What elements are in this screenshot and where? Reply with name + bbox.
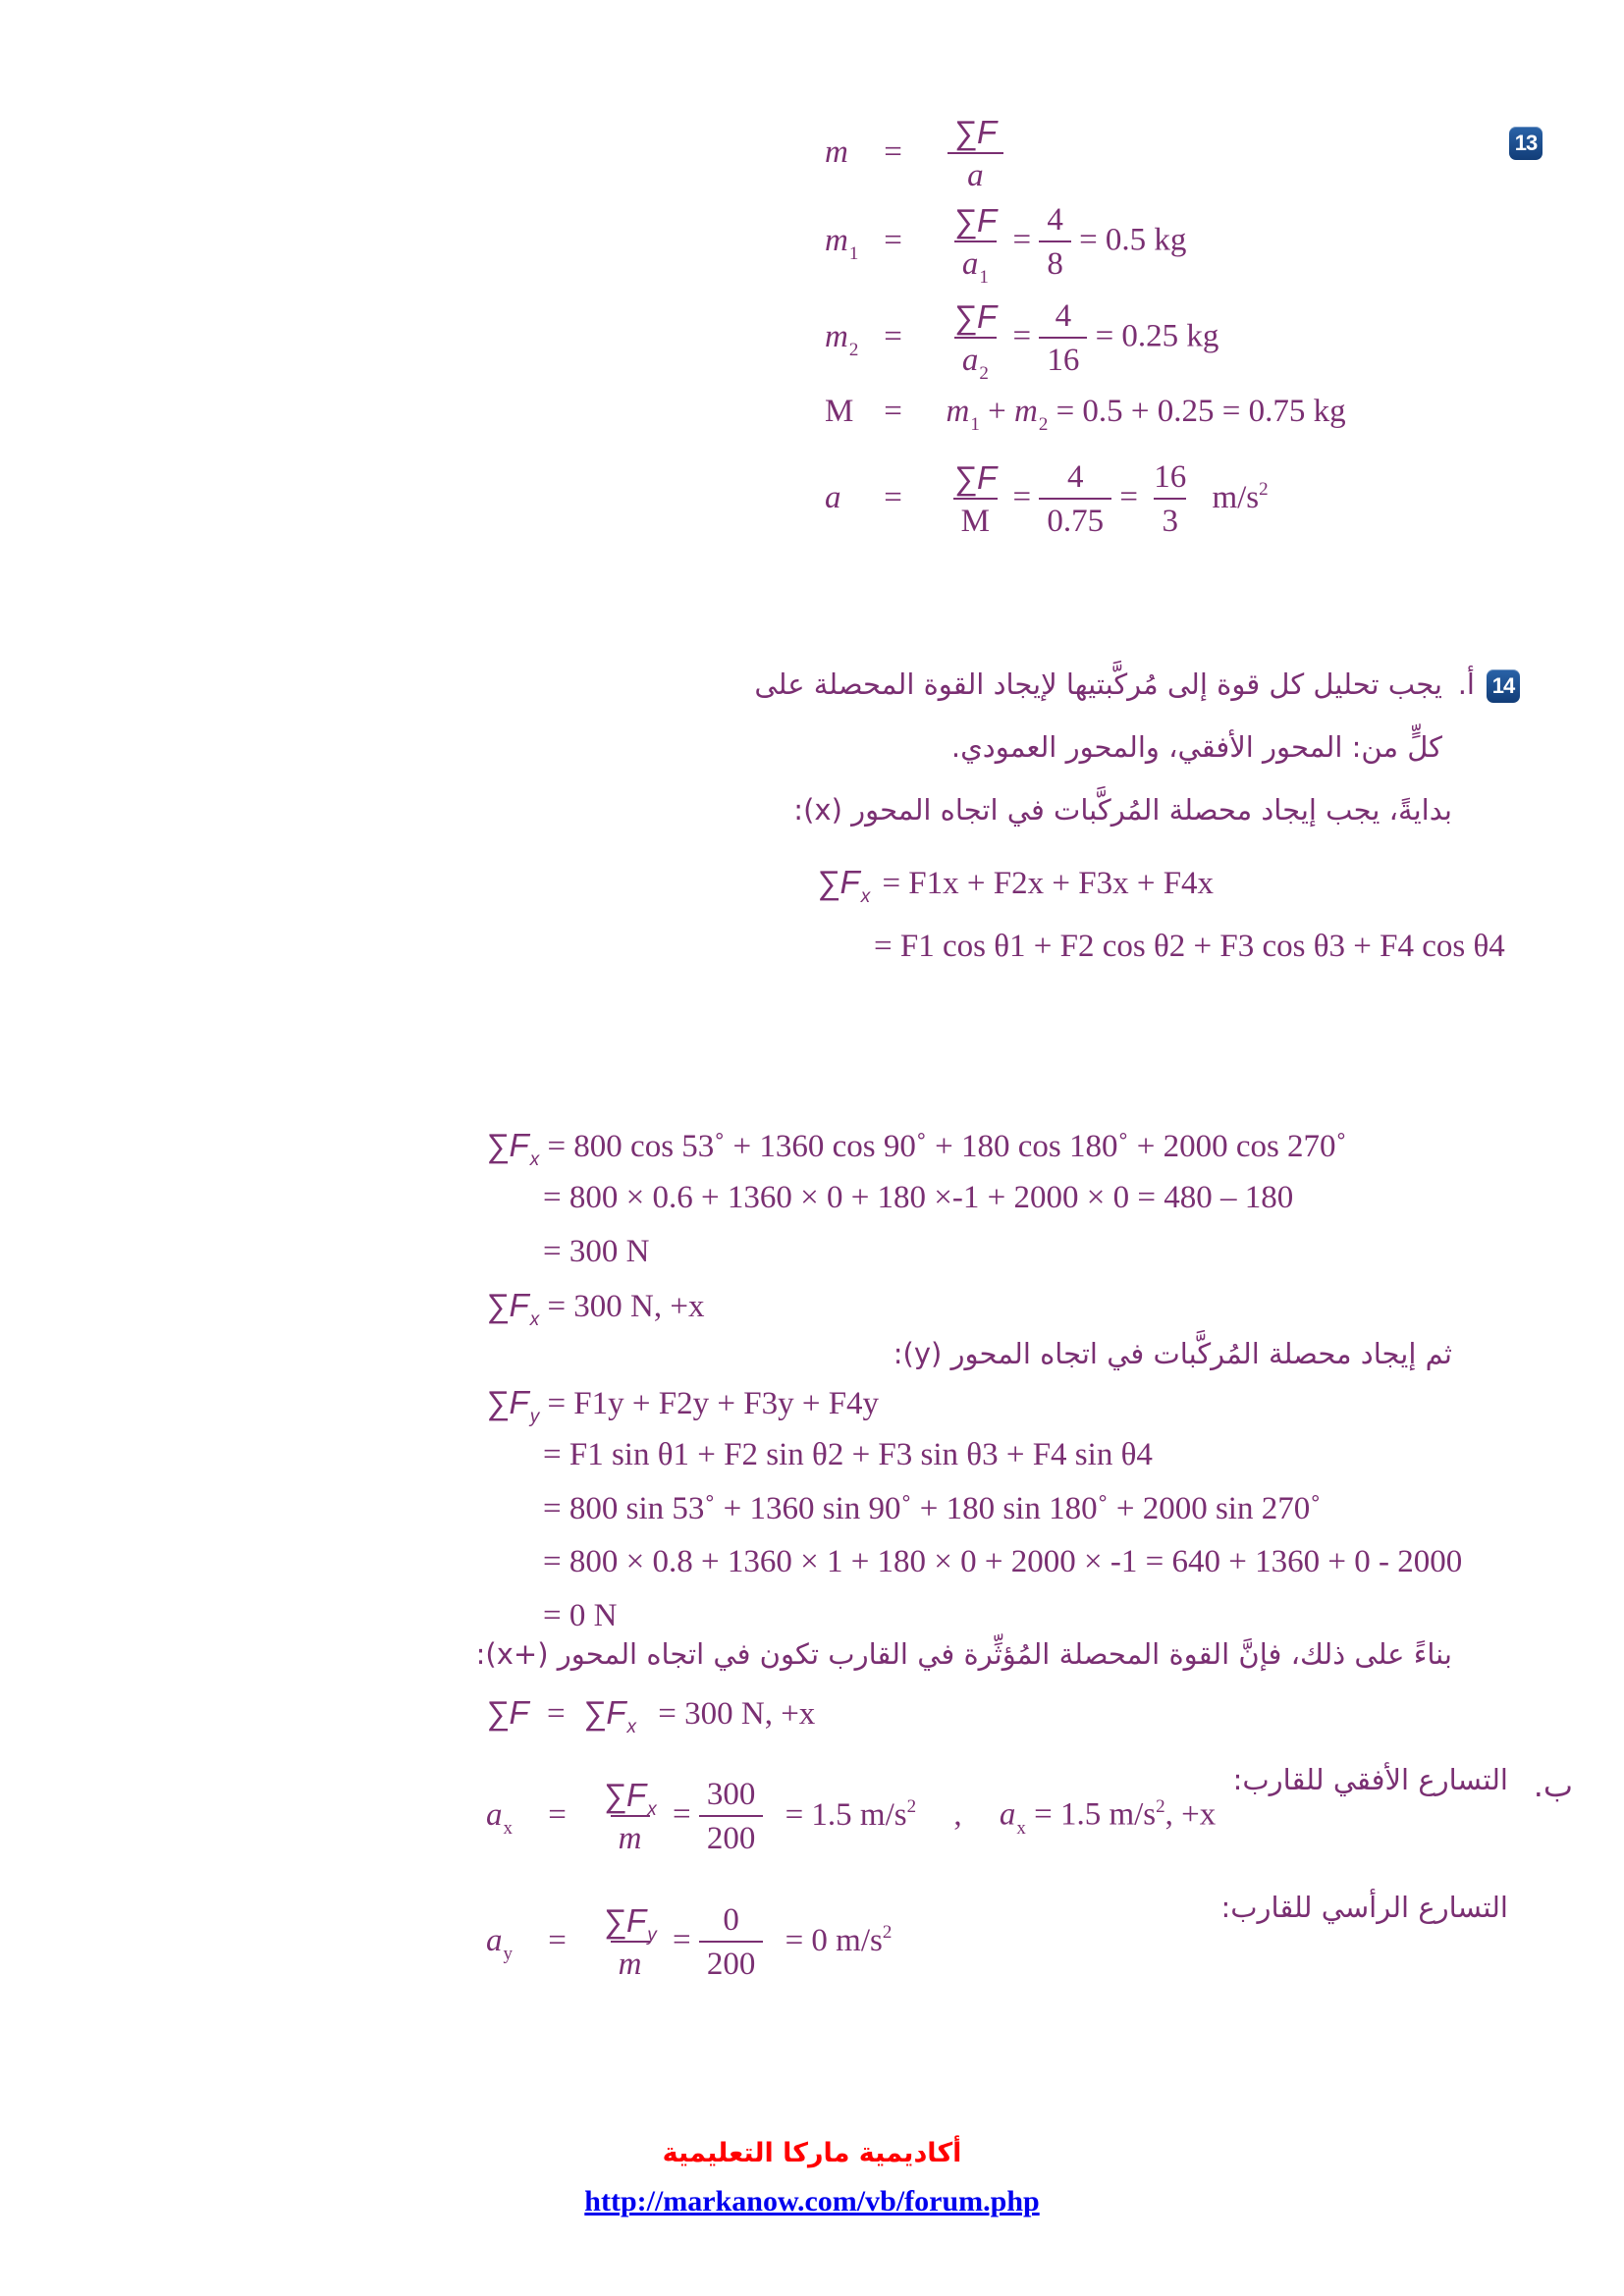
equals-sign: = bbox=[884, 222, 902, 258]
expression: = F1 sin θ1 + F2 sin θ2 + F3 sin θ3 + F4 sin θ4 bbox=[543, 1437, 1153, 1472]
superscript: 2 bbox=[1156, 1795, 1165, 1817]
sum-fy: $\sum F_y$ bbox=[486, 1384, 540, 1427]
expression: = 300 N bbox=[543, 1234, 650, 1269]
subscript: x bbox=[1016, 1817, 1026, 1839]
footer-academy-title: أكاديمية ماركا التعليمية bbox=[662, 2138, 962, 2168]
numerator: 4 bbox=[1055, 298, 1072, 334]
expression: = 800 × 0.8 + 1360 × 1 + 180 × 0 + 2000 × -1 = 640 + 1360 + 0 - 2000 bbox=[543, 1544, 1463, 1579]
expression: = 800 cos 53˚ + 1360 cos 90˚ + 180 cos 180˚ + 2000 cos 270˚ bbox=[547, 1129, 1347, 1164]
q13-m2-formula bbox=[825, 298, 1219, 384]
denominator: 0.75 bbox=[1039, 498, 1111, 538]
var-m: m bbox=[611, 1815, 650, 1855]
q14-sumFx-def-1 bbox=[817, 864, 1215, 907]
equals-sign: = bbox=[884, 479, 902, 515]
subscript: 2 bbox=[979, 363, 989, 384]
fraction bbox=[596, 1779, 665, 1855]
q14-sumF-final bbox=[486, 1694, 816, 1737]
result: = 0 m/s bbox=[785, 1922, 883, 1958]
q14-part-a-line1: يجب تحليل كل قوة إلى مُركَّبتيها لإيجاد القوة المحصلة على bbox=[754, 667, 1442, 701]
q14-sumFy-line-5 bbox=[543, 1600, 617, 1632]
fraction bbox=[699, 1904, 764, 1981]
denominator: 3 bbox=[1154, 498, 1186, 538]
expression: = 800 sin 53˚ + 1360 sin 90˚ + 180 sin 180˚ + 2000 sin 270˚ bbox=[543, 1491, 1322, 1526]
q14-part-b-text: التسارع الأفقي للقارب: bbox=[1232, 1763, 1508, 1796]
subscript: y bbox=[503, 1943, 513, 1964]
numerator: 300 bbox=[706, 1777, 756, 1812]
denominator: 8 bbox=[1039, 240, 1071, 281]
q13-acceleration bbox=[825, 461, 1269, 538]
numerator: 4 bbox=[1047, 202, 1063, 238]
comma: , bbox=[953, 1796, 962, 1833]
fraction bbox=[1146, 461, 1194, 538]
fraction bbox=[1039, 300, 1087, 377]
sum-force: ∑F bbox=[953, 459, 998, 496]
q14-conclusion: بناءً على ذلك، فإنَّ القوة المحصلة المُؤثِّرة في القارب تكون في اتجاه المحور (+x): bbox=[475, 1637, 1452, 1671]
var-a: a bbox=[947, 152, 1003, 192]
sum-fx: $\sum F_x$ bbox=[486, 1127, 540, 1170]
denominator: 16 bbox=[1039, 337, 1087, 377]
var-m: m bbox=[611, 1941, 650, 1981]
result: = 0.25 kg bbox=[1095, 318, 1219, 354]
result: = 0.5 + 0.25 = 0.75 kg bbox=[1048, 394, 1346, 429]
expression: = 300 N, +x bbox=[658, 1696, 816, 1732]
sum-fx: $\sum F_x$ bbox=[817, 864, 871, 907]
equals-sign: = bbox=[1012, 222, 1032, 258]
expression: = 300 N, +x bbox=[547, 1289, 705, 1324]
q14-y-intro: ثم إيجاد محصلة المُركَّبات في اتجاه المحور (y): bbox=[893, 1337, 1452, 1370]
sum-fx: $\sum F_x$ bbox=[486, 1287, 540, 1330]
var-M: M bbox=[953, 498, 998, 538]
denominator: 200 bbox=[699, 1941, 764, 1981]
q14-sumFx-line-2 bbox=[543, 1182, 1293, 1214]
q13-total-mass bbox=[825, 394, 1346, 435]
footer-forum-link[interactable]: http://markanow.com/vb/forum.php bbox=[584, 2185, 1040, 2217]
question-14-badge: 14 bbox=[1487, 669, 1520, 703]
numerator: 16 bbox=[1154, 459, 1187, 495]
equals-sign: = bbox=[1012, 479, 1032, 515]
var-M: M bbox=[825, 394, 854, 429]
expression: = 800 × 0.6 + 1360 × 0 + 180 ×-1 + 2000 × 0 = 480 – 180 bbox=[543, 1180, 1294, 1215]
fraction bbox=[947, 202, 1005, 288]
result: = 1.5 m/s bbox=[1034, 1796, 1157, 1833]
result: = 1.5 m/s bbox=[785, 1796, 907, 1833]
q14-part-a-label: أ. bbox=[1457, 667, 1475, 701]
equals-sign: = bbox=[1119, 479, 1138, 515]
q14-sumFy-line-3 bbox=[543, 1493, 1321, 1525]
subscript: 2 bbox=[1038, 414, 1049, 435]
plus: + bbox=[979, 394, 1014, 429]
fraction bbox=[947, 461, 1005, 538]
unit: m/s bbox=[1212, 479, 1260, 515]
q14-part-a-line2: كلٍّ من: المحور الأفقي، والمحور العمودي. bbox=[950, 730, 1442, 764]
result: = 0.5 kg bbox=[1079, 222, 1187, 258]
fraction bbox=[947, 116, 1005, 192]
var-a: a bbox=[999, 1796, 1016, 1833]
sum-fx: $\sum F_x$ bbox=[582, 1694, 636, 1737]
equals-sign: = bbox=[884, 394, 902, 429]
q14-sumFx-line-3 bbox=[543, 1236, 649, 1268]
subscript: 2 bbox=[848, 339, 859, 360]
equals-sign: = bbox=[548, 1922, 567, 1958]
question-13-badge: 13 bbox=[1509, 127, 1543, 160]
direction: , +x bbox=[1164, 1796, 1217, 1833]
equals-sign: = bbox=[1012, 318, 1032, 354]
sum-force: ∑F bbox=[953, 202, 998, 239]
sum-f: ∑F bbox=[486, 1694, 529, 1731]
var-a2: a bbox=[961, 343, 979, 378]
q14-ax-formula bbox=[486, 1779, 1216, 1855]
var-m: m bbox=[825, 133, 848, 170]
equals-sign: = bbox=[548, 1796, 567, 1833]
fraction bbox=[1039, 204, 1071, 281]
var-m2: m bbox=[825, 318, 848, 354]
var-a: a bbox=[486, 1796, 503, 1833]
q14-sumFx-line-4 bbox=[486, 1287, 705, 1330]
fraction bbox=[1039, 461, 1111, 538]
q13-m1-formula bbox=[825, 202, 1187, 288]
fraction bbox=[947, 298, 1005, 384]
var-m1: m bbox=[946, 394, 970, 429]
q14-part-a-line3: بدايةً، يجب إيجاد محصلة المُركَّبات في اتجاه المحور (x): bbox=[793, 793, 1452, 827]
q14-part-b-label: ب. bbox=[1533, 1767, 1573, 1804]
q14-ay-text: التسارع الرأسي للقارب: bbox=[1220, 1891, 1508, 1924]
equals-sign: = bbox=[884, 133, 902, 170]
var-a: a bbox=[486, 1922, 503, 1958]
subscript: 1 bbox=[848, 242, 859, 264]
sum-force: ∑F bbox=[953, 114, 998, 150]
sum-force: ∑F bbox=[953, 298, 998, 335]
superscript: 2 bbox=[882, 1921, 893, 1943]
expression: = F1y + F2y + F3y + F4y bbox=[547, 1386, 880, 1421]
q14-sumFy-line-4 bbox=[543, 1546, 1462, 1578]
sum-fx: $\sum F_x$ bbox=[603, 1777, 657, 1820]
fraction bbox=[699, 1779, 764, 1855]
sum-fy: $\sum F_y$ bbox=[603, 1902, 657, 1946]
expression: = F1x + F2x + F3x + F4x bbox=[882, 866, 1215, 901]
var-m2: m bbox=[1013, 394, 1038, 429]
equals-sign: = bbox=[672, 1922, 691, 1958]
numerator: 0 bbox=[723, 1902, 739, 1938]
var-m1: m bbox=[825, 222, 848, 258]
subscript: 1 bbox=[979, 267, 989, 288]
q14-sumFx-line-1 bbox=[486, 1127, 1347, 1170]
q14-sumFy-line-2 bbox=[543, 1439, 1153, 1471]
q14-sumFy-line-1 bbox=[486, 1384, 880, 1427]
q14-ay-formula bbox=[486, 1904, 892, 1981]
expression: = F1 cos θ1 + F2 cos θ2 + F3 cos θ3 + F4 cos θ4 bbox=[874, 929, 1505, 964]
q13-mass-formula bbox=[825, 116, 1004, 192]
equals-sign: = bbox=[884, 318, 902, 354]
subscript: x bbox=[503, 1817, 513, 1839]
equals-sign: = bbox=[546, 1696, 566, 1732]
q14-sumFx-def-2 bbox=[874, 931, 1505, 963]
equals-sign: = bbox=[672, 1796, 691, 1833]
superscript: 2 bbox=[1259, 478, 1269, 500]
denominator: 200 bbox=[699, 1815, 764, 1855]
superscript: 2 bbox=[906, 1795, 917, 1817]
numerator: 4 bbox=[1066, 459, 1084, 495]
fraction bbox=[596, 1904, 665, 1981]
var-a: a bbox=[825, 479, 841, 515]
subscript: 1 bbox=[970, 414, 980, 435]
expression: = 0 N bbox=[543, 1598, 618, 1633]
var-a1: a bbox=[961, 246, 979, 282]
